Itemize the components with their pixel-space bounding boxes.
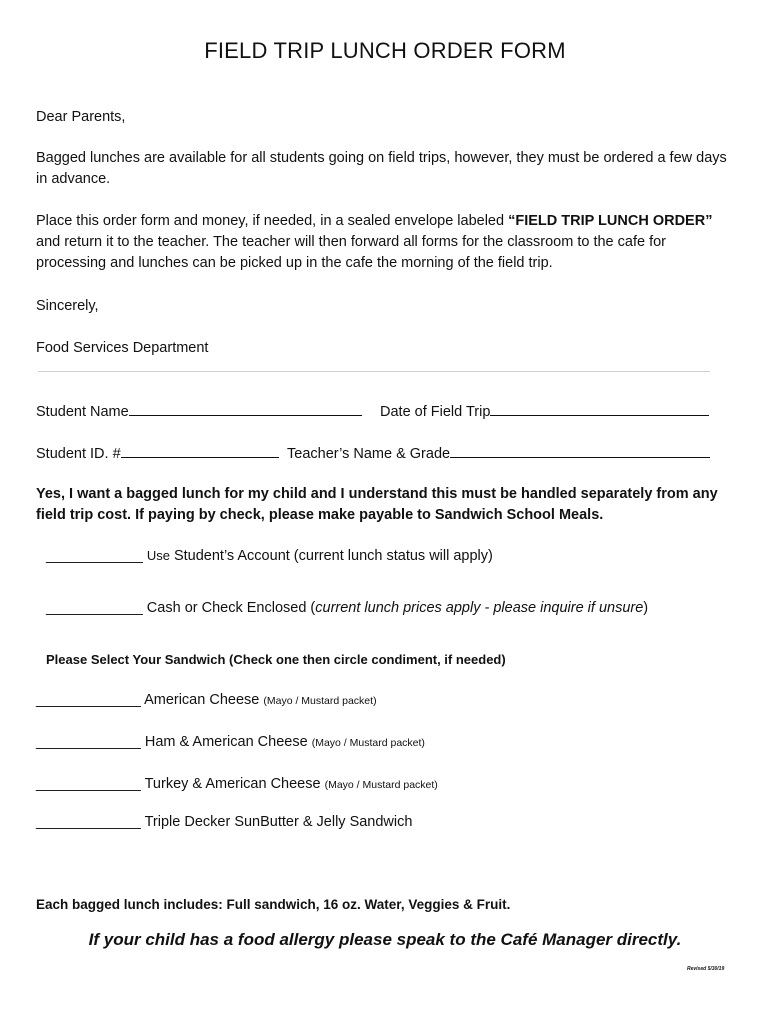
- form-title: FIELD TRIP LUNCH ORDER FORM: [204, 38, 566, 63]
- account-checkbox-line[interactable]: ____________: [46, 548, 143, 564]
- sandwich-checkbox-line[interactable]: _____________: [36, 734, 141, 750]
- sandwich-option-turkey[interactable]: [36, 776, 438, 792]
- sandwich-option-ham[interactable]: [36, 734, 425, 750]
- condiment-choice[interactable]: (Mayo / Mustard packet): [311, 737, 425, 749]
- field-trip-date-line[interactable]: [490, 401, 709, 416]
- student-id-field[interactable]: [36, 443, 279, 462]
- sandwich-checkbox-line[interactable]: _____________: [36, 692, 141, 708]
- sandwich-checkbox-line[interactable]: _____________: [36, 776, 141, 792]
- sandwich-heading: Please Select Your Sandwich (Check one then circle condiment, if needed): [46, 652, 506, 667]
- condiment-choice[interactable]: (Mayo / Mustard packet): [263, 695, 377, 707]
- sandwich-checkbox-line[interactable]: _____________: [36, 814, 141, 830]
- signature: Food Services Department: [36, 340, 209, 356]
- lunch-includes-note: Each bagged lunch includes: Full sandwich, 16 oz. Water, Veggies & Fruit.: [36, 897, 511, 912]
- sandwich-option-american-cheese[interactable]: [36, 692, 377, 708]
- field-trip-date-field[interactable]: [380, 401, 709, 420]
- revision-date: Revised 5/30/19: [687, 966, 725, 972]
- sandwich-name: Triple Decker SunButter & Jelly Sandwich: [140, 814, 413, 830]
- sandwich-name: Turkey & American Cheese: [140, 776, 325, 792]
- field-trip-date-label: Date of Field Trip: [380, 404, 491, 420]
- consent-statement: Yes, I want a bagged lunch for my child and I understand this must be handled separately from any field trip cost. If paying by check, please make payable to Sandwich School Meals.: [36, 486, 718, 523]
- cash-option-label: Cash or Check Enclosed (: [142, 600, 316, 616]
- divider: [38, 371, 710, 372]
- cash-checkbox-line[interactable]: ____________: [46, 600, 143, 616]
- sandwich-name: American Cheese: [140, 692, 264, 708]
- account-use-label: Use: [146, 548, 170, 563]
- instructions-text-pre: Place this order form and money, if needed, in a sealed envelope labeled: [36, 213, 509, 229]
- student-id-line[interactable]: [121, 443, 279, 458]
- envelope-label: “FIELD TRIP LUNCH ORDER”: [508, 213, 713, 229]
- student-name-line[interactable]: [129, 401, 362, 416]
- instructions-paragraph: [36, 211, 736, 274]
- student-name-field[interactable]: [36, 401, 362, 420]
- teacher-grade-label: Teacher’s Name & Grade: [287, 446, 451, 462]
- payment-option-account[interactable]: [46, 548, 493, 564]
- student-name-label: Student Name: [36, 404, 129, 420]
- student-id-label: Student ID. #: [36, 446, 121, 462]
- cash-option-close: ): [643, 600, 649, 616]
- greeting: Dear Parents,: [36, 109, 126, 125]
- payment-option-cash[interactable]: [46, 600, 648, 616]
- instructions-text-post: and return it to the teacher. The teacher will then forward all forms for the classroom to the cafe for processing and lunches can be picked up in the cafe the morning of the field trip.: [36, 234, 666, 271]
- sandwich-name: Ham & American Cheese: [140, 734, 312, 750]
- account-option-label: Student’s Account (current lunch status will apply): [169, 548, 493, 564]
- closing: Sincerely,: [36, 298, 99, 314]
- intro-paragraph: Bagged lunches are available for all students going on field trips, however, they must be ordered a few days in advance.: [36, 150, 727, 187]
- condiment-choice[interactable]: (Mayo / Mustard packet): [324, 779, 438, 791]
- allergy-notice: If your child has a food allergy please speak to the Café Manager directly.: [88, 930, 682, 949]
- teacher-grade-line[interactable]: [450, 443, 710, 458]
- cash-option-note: current lunch prices apply - please inquire if unsure: [315, 600, 644, 616]
- teacher-grade-field[interactable]: [287, 443, 710, 462]
- sandwich-option-sunbutter[interactable]: [36, 814, 412, 830]
